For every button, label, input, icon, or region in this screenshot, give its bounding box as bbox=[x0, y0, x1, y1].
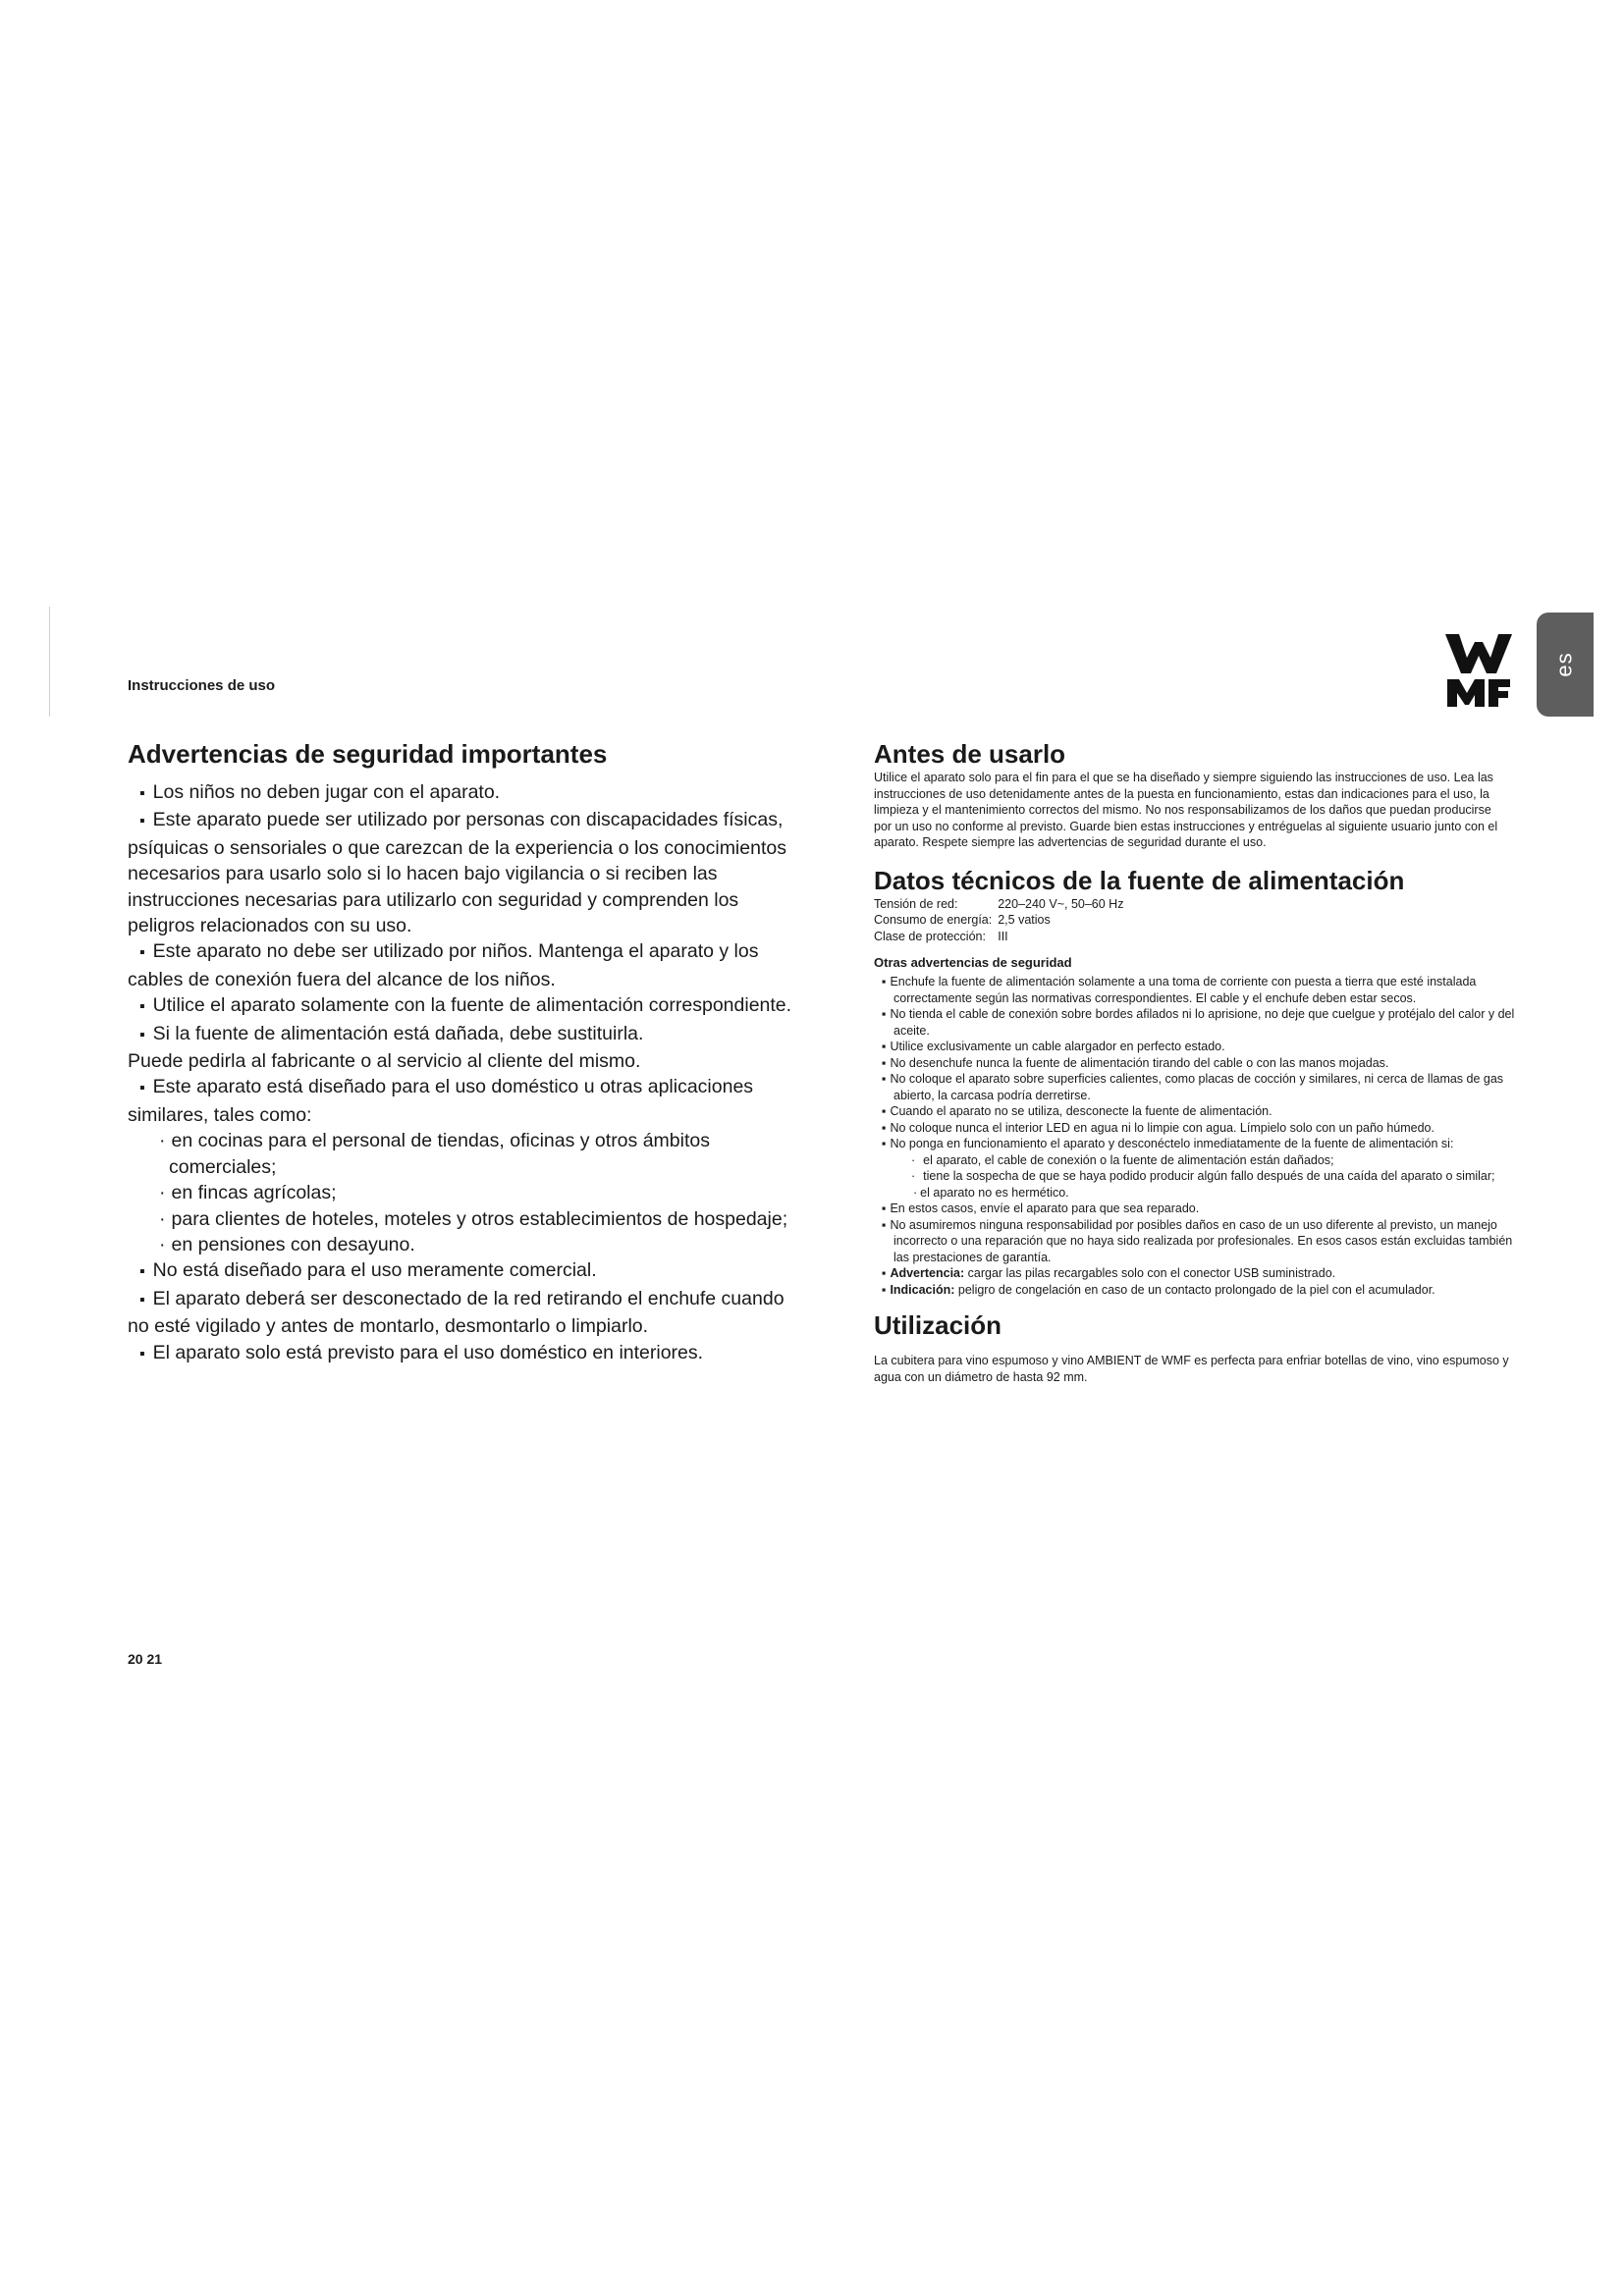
warning-item: ▪ Los niños no deben jugar con el aparato. bbox=[128, 779, 795, 807]
language-tab[interactable] bbox=[1537, 613, 1594, 717]
warning-item: ▪ Este aparato puede ser utilizado por personas con discapacidades físicas, psíquicas o sensoriales o que carezcan de la experiencia o los conocimientos necesarios para usarlo solo si lo hacen bajo vigilancia o si reciben las instrucciones necesarias para utilizarlo con seguridad y comprenden los peligros relacionados con su uso. bbox=[128, 807, 795, 938]
warning-item: ▪ Este aparato está diseñado para el uso doméstico u otras aplicaciones similares, tales como: bbox=[128, 1074, 795, 1128]
otras-subitem: · tiene la sospecha de que se haya podido producir algún fallo después de una caída del aparato o similar; bbox=[874, 1168, 1522, 1185]
header-label: Instrucciones de uso bbox=[128, 677, 276, 694]
otras-title: Otras advertencias de seguridad bbox=[874, 955, 1072, 970]
indicacion-text: peligro de congelación en caso de un contacto prolongado de la piel con el acumulador. bbox=[954, 1282, 1435, 1297]
warning-item: Puede pedirla al fabricante o al servicio al cliente del mismo. bbox=[128, 1050, 641, 1073]
spec-label: Consumo de energía: bbox=[874, 913, 993, 927]
spec-value: 220–240 V~, 50–60 Hz bbox=[998, 896, 1124, 911]
otras-item: ▪ No desenchufe nunca la fuente de alimentación tirando del cable o con las manos mojadas. bbox=[874, 1055, 1522, 1072]
safety-warnings-section bbox=[128, 738, 795, 1367]
advertencia-label: Advertencia: bbox=[890, 1266, 965, 1280]
specs-table bbox=[874, 896, 1123, 945]
otras-item: ▪ En estos casos, envíe el aparato para que sea reparado. bbox=[874, 1201, 1522, 1217]
spec-value: III bbox=[998, 929, 1008, 943]
spec-value: 2,5 vatios bbox=[998, 913, 1051, 927]
spec-label: Clase de protección: bbox=[874, 929, 986, 943]
antes-paragraph: Utilice el aparato solo para el fin para el que se ha diseñado y siempre siguiendo las instrucciones de uso. Lea las instrucciones de uso detenidamente antes de la puesta en funcionamiento, estas dan indicaciones para el uso, la limpieza y el mantenimiento correctos del mismo. No nos responsabilizamos de los daños que puedan producirse bbox=[874, 771, 1493, 817]
margin-line bbox=[49, 607, 50, 717]
indicacion-label: Indicación: bbox=[890, 1282, 955, 1297]
advertencia-text: cargar las pilas recargables solo con el conector USB suministrado. bbox=[964, 1266, 1336, 1280]
warning-subitem: · para clientes de hoteles, moteles y otros establecimientos de hospedaje; bbox=[128, 1206, 795, 1232]
safety-warnings-title: Advertencias de seguridad importantes bbox=[128, 739, 608, 769]
warning-subitem: · en fincas agrícolas; bbox=[128, 1180, 795, 1205]
spec-label: Tensión de red: bbox=[874, 896, 958, 911]
utilizacion-title: Utilización bbox=[874, 1310, 1002, 1340]
otras-item: ▪ No tienda el cable de conexión sobre bordes afilados ni lo aprisione, no deje que cuelgue y protéjalo del calor y del aceite. bbox=[874, 1006, 1522, 1039]
page-numbers: 20 21 bbox=[128, 1651, 163, 1667]
warning-item: ▪ Si la fuente de alimentación está dañada, debe sustituirla. bbox=[128, 1021, 795, 1048]
utilizacion-text: La cubitera para vino espumoso y vino AMBIENT de WMF es perfecta para enfriar botellas de vino, vino espumoso y agua con un diámetro de hasta 92 mm. bbox=[874, 1354, 1509, 1384]
otras-item: ▪ Enchufe la fuente de alimentación solamente a una toma de corriente con puesta a tierra que esté instalada correctamente según las normativas correspondientes. El cable y el enchufe deben estar secos. bbox=[874, 974, 1522, 1006]
warning-item: ▪ Utilice el aparato solamente con la fuente de alimentación correspondiente. bbox=[128, 992, 795, 1020]
otras-subitem: · el aparato, el cable de conexión o la fuente de alimentación están dañados; bbox=[874, 1152, 1522, 1169]
datos-title: Datos técnicos de la fuente de alimentación bbox=[874, 865, 1405, 895]
antes-title: Antes de usarlo bbox=[874, 739, 1066, 769]
warning-item: ▪ El aparato deberá ser desconectado de la red retirando el enchufe cuando no esté vigilado y antes de montarlo, desmontarlo o limpiarlo. bbox=[128, 1286, 795, 1340]
warning-subitem: · en cocinas para el personal de tiendas, oficinas y otros ámbitos comerciales; bbox=[128, 1128, 795, 1180]
indicacion-item bbox=[874, 1282, 1522, 1299]
otras-item: ▪ Utilice exclusivamente un cable alargador en perfecto estado. bbox=[874, 1039, 1522, 1055]
right-column bbox=[874, 738, 1522, 1385]
otras-item: ▪ No asumiremos ninguna responsabilidad por posibles daños en caso de un uso diferente al previsto, un manejo incorrecto o una reparación que no haya sido realizada por profesionales. En esos casos están excluidas también las prestaciones de garantía. bbox=[874, 1217, 1522, 1266]
otras-item: ▪ No coloque el aparato sobre superficies calientes, como placas de cocción y similares, ni cerca de llamas de gas abierto, la carcasa podría derretirse. bbox=[874, 1071, 1522, 1103]
antes-paragraph: por un uso no conforme al previsto. Guarde bien estas instrucciones y entréguelas al siguiente usuario junto con el aparato. Respete siempre las advertencias de seguridad durante el uso. bbox=[874, 819, 1498, 849]
otras-item: ▪ No coloque nunca el interior LED en agua ni lo limpie con agua. Límpielo solo con un paño húmedo. bbox=[874, 1120, 1522, 1137]
advertencia-item bbox=[874, 1265, 1522, 1282]
warning-subitem: · en pensiones con desayuno. bbox=[128, 1232, 795, 1257]
warning-item: ▪ No está diseñado para el uso meramente comercial. bbox=[128, 1257, 795, 1285]
otras-subitem: · el aparato no es hermético. bbox=[874, 1185, 1522, 1201]
otras-item: ▪ Cuando el aparato no se utiliza, desconecte la fuente de alimentación. bbox=[874, 1103, 1522, 1120]
language-tab-label: es bbox=[1552, 652, 1577, 677]
otras-item: ▪ No ponga en funcionamiento el aparato y desconéctelo inmediatamente de la fuente de alimentación si: bbox=[874, 1136, 1522, 1152]
wmf-logo bbox=[1445, 632, 1512, 709]
warning-item: ▪ El aparato solo está previsto para el uso doméstico en interiores. bbox=[128, 1340, 795, 1367]
warning-item: ▪ Este aparato no debe ser utilizado por niños. Mantenga el aparato y los cables de conexión fuera del alcance de los niños. bbox=[128, 938, 795, 992]
